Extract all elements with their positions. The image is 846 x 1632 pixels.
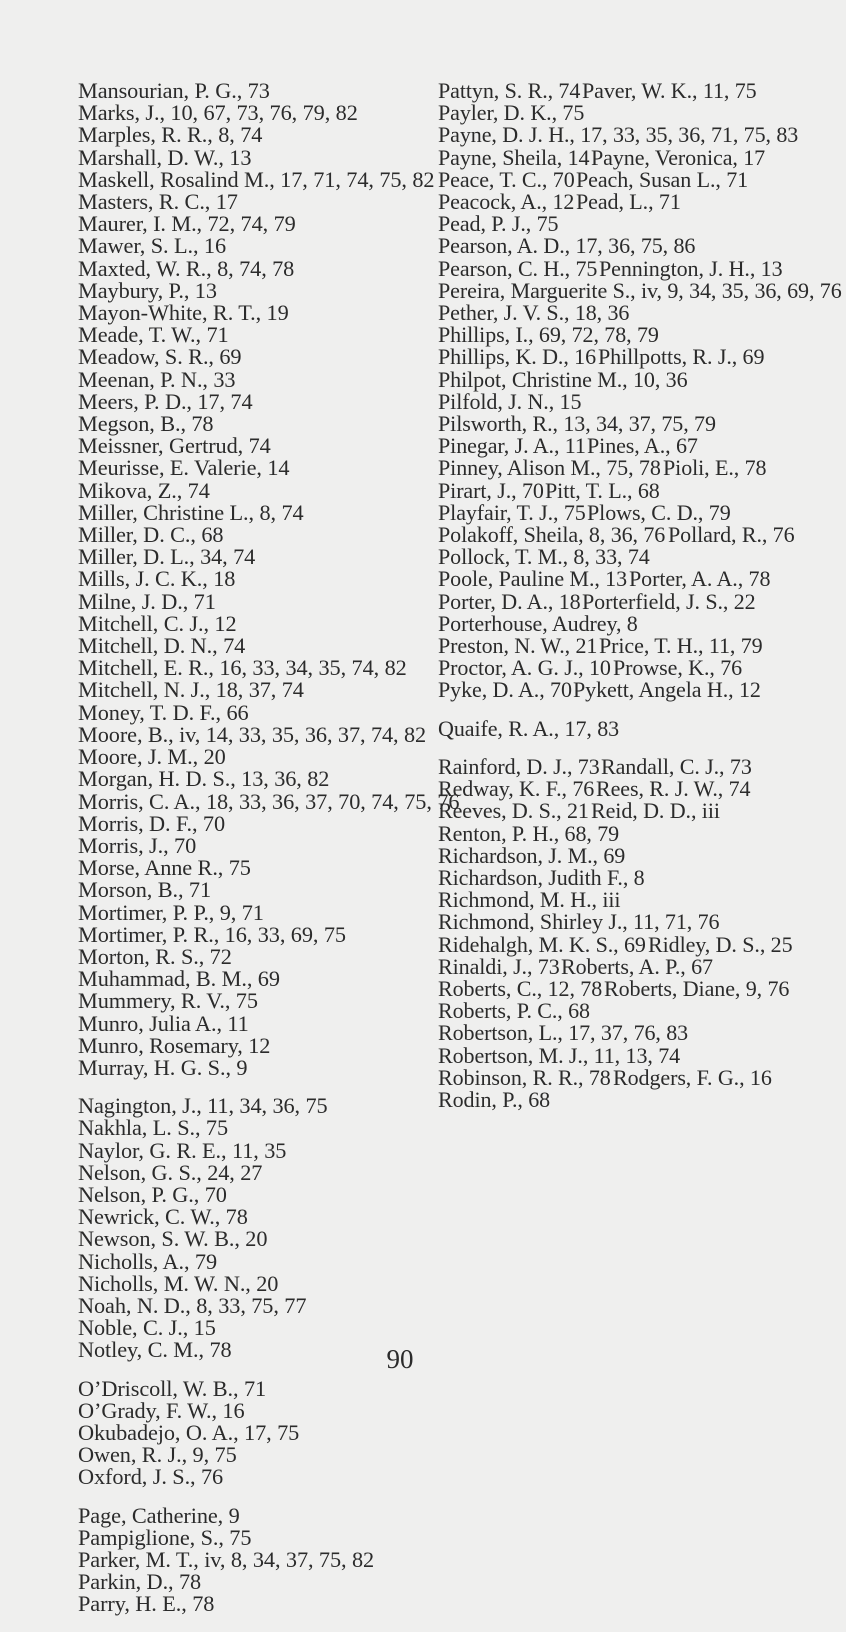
- index-entry: Pyke, D. A., 70: [438, 677, 572, 703]
- index-entry: Phillpotts, R. J., 69: [597, 344, 765, 370]
- index-entry: Owen, R. J., 9, 75: [78, 1442, 237, 1468]
- index-entry: Rees, R. J. W., 74: [595, 776, 751, 802]
- index-entry: Pattyn, S. R., 74: [438, 78, 581, 103]
- index-entry: Naylor, G. R. E., 11, 35: [78, 1137, 287, 1163]
- index-entry: Munro, Rosemary, 12: [78, 1032, 271, 1058]
- index-letter-group: [438, 78, 842, 703]
- index-entry: Richardson, Judith F., 8: [438, 864, 645, 890]
- index-entry: Noble, C. J., 15: [78, 1315, 216, 1341]
- index-entry: Moore, B., iv, 14, 33, 35, 36, 37, 74, 82: [78, 721, 427, 747]
- index-column-right: [438, 78, 842, 1127]
- index-entry: Pead, P. J., 75: [438, 211, 559, 237]
- index-entry: Parkin, D., 78: [78, 1569, 202, 1595]
- index-entry: Maxted, W. R., 8, 74, 78: [78, 255, 295, 281]
- index-letter-group: [78, 1375, 450, 1490]
- index-entry: Milne, J. D., 71: [78, 588, 216, 614]
- index-entry: Roberts, Diane, 9, 76: [603, 975, 790, 1001]
- index-entry: Notley, C. M., 78: [78, 1337, 232, 1363]
- index-entry: Parry, H. E., 78: [78, 1591, 215, 1617]
- index-entry: Robertson, L., 17, 37, 76, 83: [438, 1020, 689, 1046]
- index-entry: Quaife, R. A., 17, 83: [438, 715, 620, 741]
- index-entry: Paver, W. K., 11, 75: [581, 78, 757, 103]
- index-entry: Nelson, P. G., 70: [78, 1181, 227, 1207]
- index-entry: Pines, A., 67: [587, 433, 699, 459]
- index-entry: Payler, D. K., 75: [438, 100, 585, 126]
- index-entry: Morgan, H. D. S., 13, 36, 82: [78, 766, 330, 792]
- index-entry: Pennington, J. H., 13: [599, 255, 783, 281]
- index-entry: Morse, Anne R., 75: [78, 855, 251, 881]
- page-number: 90: [386, 1344, 414, 1374]
- index-entry: Porter, A. A., 78: [629, 566, 771, 592]
- index-entry: Page, Catherine, 9: [78, 1502, 240, 1528]
- index-entry: Ridley, D. S., 25: [648, 931, 793, 957]
- index-entry: Morris, D. F., 70: [78, 810, 226, 836]
- index-entry: Maurer, I. M., 72, 74, 79: [78, 211, 296, 237]
- index-letter-group: [78, 78, 460, 1080]
- index-entry: Marples, R. R., 8, 74: [78, 122, 263, 148]
- index-entry: Maskell, Rosalind M., 17, 71, 74, 75, 82: [78, 166, 435, 192]
- index-entry: Mayon-White, R. T., 19: [78, 300, 289, 326]
- index-entry: Mummery, R. V., 75: [78, 988, 258, 1014]
- index-entry: Pereira, Marguerite S., iv, 9, 34, 35, 36, 69, 76: [438, 277, 842, 303]
- index-entry: Pioli, E., 78: [663, 455, 767, 481]
- index-entry: Payne, Sheila, 14: [438, 144, 590, 170]
- index-entry: Noah, N. D., 8, 33, 75, 77: [78, 1292, 307, 1318]
- index-entry: Plows, C. D., 79: [587, 499, 731, 525]
- index-entry: Robinson, R. R., 78: [438, 1064, 611, 1090]
- index-entry: Pether, J. V. S., 18, 36: [438, 300, 630, 326]
- index-entry: Pollard, R., 76: [667, 522, 795, 548]
- index-entry: Ridehalgh, M. K. S., 69: [438, 931, 646, 957]
- index-entry: Meade, T. W., 71: [78, 322, 229, 348]
- index-entry: Miller, Christine L., 8, 74: [78, 499, 304, 525]
- index-entry: Meissner, Gertrud, 74: [78, 433, 271, 459]
- index-entry: Payne, Veronica, 17: [591, 144, 766, 170]
- index-entry: Muhammad, B. M., 69: [78, 966, 280, 992]
- index-letter-group: [438, 753, 800, 1112]
- index-entry: Philpot, Christine M., 10, 36: [438, 366, 688, 392]
- index-entry: Richmond, Shirley J., 11, 71, 76: [438, 909, 720, 935]
- index-entry: Meadow, S. R., 69: [78, 344, 242, 370]
- index-entry: Phillips, K. D., 16: [438, 344, 597, 370]
- index-entry: Munro, Julia A., 11: [78, 1010, 249, 1036]
- index-entry: Okubadejo, O. A., 17, 75: [78, 1419, 300, 1445]
- index-entry: O’Grady, F. W., 16: [78, 1397, 245, 1423]
- index-entry: Nakhla, L. S., 75: [78, 1115, 229, 1141]
- index-entry: Miller, D. C., 68: [78, 522, 224, 548]
- index-entry: Porter, D. A., 18: [438, 588, 581, 614]
- index-entry: Price, T. H., 11, 79: [599, 633, 763, 659]
- index-entry: Pampiglione, S., 75: [78, 1524, 252, 1550]
- index-entry: Roberts, A. P., 67: [561, 953, 713, 979]
- index-entry: Polakoff, Sheila, 8, 36, 76: [438, 522, 666, 548]
- index-entry: Marks, J., 10, 67, 73, 76, 79, 82: [78, 100, 358, 126]
- index-entry: Nicholls, A., 79: [78, 1248, 217, 1274]
- index-entry: Peach, Susan L., 71: [576, 166, 749, 192]
- index-entry: Oxford, J. S., 76: [78, 1464, 224, 1490]
- index-entry: Pilsworth, R., 13, 34, 37, 75, 79: [438, 411, 716, 437]
- index-entry: Reeves, D. S., 21: [438, 798, 589, 824]
- index-entry: Meers, P. D., 17, 74: [78, 388, 253, 414]
- index-entry: Rodin, P., 68: [438, 1086, 551, 1112]
- index-entry: Rodgers, F. G., 16: [612, 1064, 772, 1090]
- index-column-left: [78, 78, 460, 1632]
- index-entry: Morris, C. A., 18, 33, 36, 37, 70, 74, 75, 76: [78, 788, 460, 814]
- index-entry: Moore, J. M., 20: [78, 744, 226, 770]
- index-entry: Mikova, Z., 74: [78, 477, 210, 503]
- index-entry: Newrick, C. W., 78: [78, 1204, 248, 1230]
- index-entry: Newson, S. W. B., 20: [78, 1226, 268, 1252]
- index-entry: Mortimer, P. P., 9, 71: [78, 899, 264, 925]
- index-entry: Peace, T. C., 70: [438, 166, 575, 192]
- index-entry: Rainford, D. J., 73: [438, 753, 600, 779]
- index-entry: Mitchell, E. R., 16, 33, 34, 35, 74, 82: [78, 655, 407, 681]
- index-entry: Robertson, M. J., 11, 13, 74: [438, 1042, 681, 1068]
- index-entry: O’Driscoll, W. B., 71: [78, 1375, 267, 1401]
- index-entry: Porterhouse, Audrey, 8: [438, 610, 638, 636]
- index-entry: Pollock, T. M., 8, 33, 74: [438, 544, 650, 570]
- index-entry: Playfair, T. J., 75: [438, 499, 586, 525]
- index-entry: Parker, M. T., iv, 8, 34, 37, 75, 82: [78, 1547, 375, 1572]
- index-entry: Morris, J., 70: [78, 832, 197, 858]
- index-entry: Money, T. D. F., 66: [78, 699, 249, 725]
- index-entry: Redway, K. F., 76: [438, 776, 595, 802]
- index-entry: Peacock, A., 12: [438, 189, 575, 215]
- index-entry: Pearson, C. H., 75: [438, 255, 598, 281]
- index-entry: Marshall, D. W., 13: [78, 144, 252, 170]
- index-entry: Nicholls, M. W. N., 20: [78, 1270, 279, 1296]
- index-entry: Preston, N. W., 21: [438, 633, 598, 659]
- index-entry: Roberts, C., 12, 78: [438, 975, 603, 1001]
- index-entry: Mitchell, C. J., 12: [78, 610, 237, 636]
- index-entry: Pinney, Alison M., 75, 78: [438, 455, 661, 481]
- index-entry: Renton, P. H., 68, 79: [438, 820, 620, 846]
- index-entry: Richardson, J. M., 69: [438, 842, 626, 868]
- index-entry: Phillips, I., 69, 72, 78, 79: [438, 322, 659, 348]
- index-entry: Reid, D. D., iii: [590, 798, 720, 824]
- index-entry: Payne, D. J. H., 17, 33, 35, 36, 71, 75, 83: [438, 122, 799, 148]
- index-entry: Richmond, M. H., iii: [438, 887, 621, 913]
- index-entry: Murray, H. G. S., 9: [78, 1054, 248, 1080]
- index-entry: Poole, Pauline M., 13: [438, 566, 628, 592]
- index-entry: Meurisse, E. Valerie, 14: [78, 455, 290, 481]
- index-entry: Mansourian, P. G., 73: [78, 78, 270, 103]
- index-entry: Pykett, Angela H., 12: [573, 677, 762, 703]
- index-entry: Pilfold, J. N., 15: [438, 388, 582, 414]
- index-entry: Mortimer, P. R., 16, 33, 69, 75: [78, 921, 346, 947]
- index-entry: Porterfield, J. S., 22: [582, 588, 756, 614]
- index-entry: Randall, C. J., 73: [601, 753, 753, 779]
- index-entry: Mitchell, D. N., 74: [78, 633, 246, 659]
- index-entry: Mawer, S. L., 16: [78, 233, 226, 259]
- index-entry: Meenan, P. N., 33: [78, 366, 236, 392]
- index-entry: Morson, B., 71: [78, 877, 212, 903]
- index-letter-group: [78, 1502, 450, 1617]
- index-entry: Miller, D. L., 34, 74: [78, 544, 256, 570]
- index-entry: Mills, J. C. K., 18: [78, 566, 236, 592]
- index-letter-group: [438, 715, 800, 741]
- index-entry: Pead, L., 71: [575, 189, 681, 215]
- index-entry: Proctor, A. G. J., 10: [438, 655, 611, 681]
- index-entry: Mitchell, N. J., 18, 37, 74: [78, 677, 304, 703]
- index-entry: Pirart, J., 70: [438, 477, 544, 503]
- index-entry: Megson, B., 78: [78, 411, 214, 437]
- index-entry: Prowse, K., 76: [612, 655, 742, 681]
- index-entry: Roberts, P. C., 68: [438, 998, 590, 1024]
- index-entry: Nelson, G. S., 24, 27: [78, 1159, 263, 1185]
- index-entry: Nagington, J., 11, 34, 36, 75: [78, 1093, 328, 1119]
- index-entry: Masters, R. C., 17: [78, 189, 238, 215]
- index-entry: Maybury, P., 13: [78, 277, 217, 303]
- index-entry: Pinegar, J. A., 11: [438, 433, 586, 459]
- index-letter-group: [78, 1095, 450, 1361]
- index-entry: Pearson, A. D., 17, 36, 75, 86: [438, 233, 696, 259]
- index-entry: Morton, R. S., 72: [78, 943, 232, 969]
- index-entry: Pitt, T. L., 68: [544, 477, 660, 503]
- index-entry: Rinaldi, J., 73: [438, 953, 560, 979]
